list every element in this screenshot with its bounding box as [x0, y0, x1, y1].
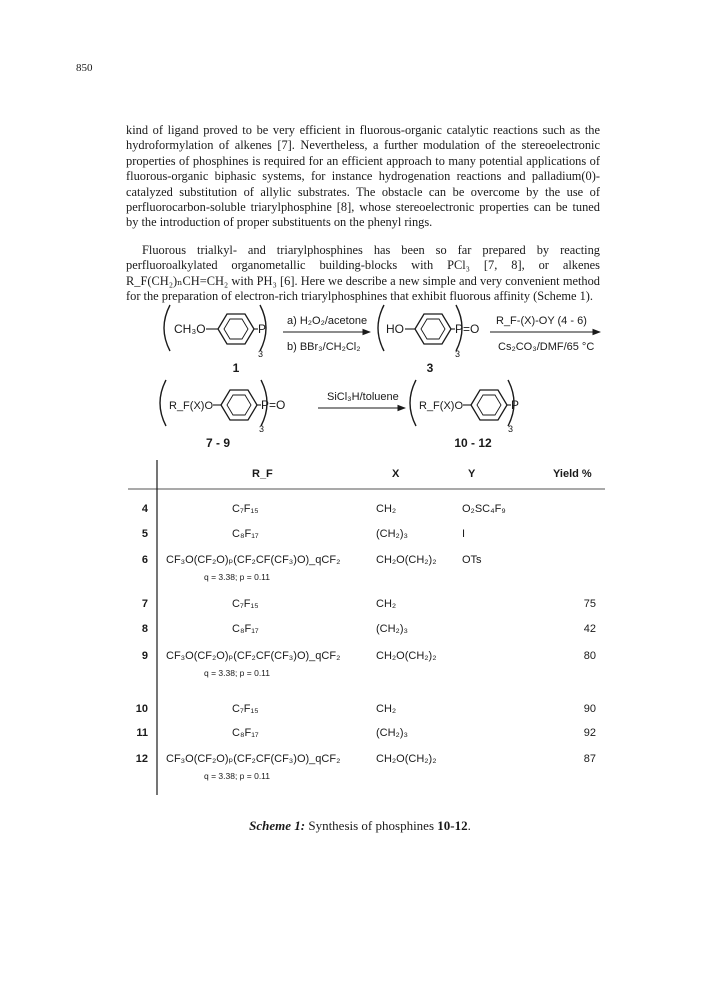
- atom-p: P: [511, 398, 520, 412]
- yield-cell: 90: [583, 703, 596, 715]
- yield-cell: 87: [583, 753, 596, 765]
- rf-cell: C₇F₁₅: [232, 703, 259, 715]
- rf-note: q = 3.38; p = 0.11: [204, 668, 271, 678]
- body-paragraph-1: kind of ligand proved to be very efficient in fluorous-organic catalytic reactions such as the hydroformylation of alkenes [7]. Nevertheless, a further modulation of the stereoelectronic properties of phosphines is required for an efficient approach to many potential applications of fluorous-organic biphasic systems, for instance hydrogenation reactions and palladium(0)-catalyzed substitution of allylic substrates. The obstacle can be overcome by the use of perfluorocarbon-soluble triarylphosphine [8], whose stereoelectronic properties can be tuned by the introduction of proper substituents on the phenyl rings.: [126, 123, 600, 230]
- atom-p-oxide: P=O: [455, 322, 480, 336]
- x-cell: CH₂O(CH₂)₂: [376, 650, 437, 662]
- arrow1-reagent-top: a) H₂O₂/acetone: [287, 315, 368, 327]
- caption-label: Scheme 1:: [249, 818, 306, 833]
- compound-label-1: 1: [232, 361, 240, 375]
- rf-cell: C₈F₁₇: [232, 727, 259, 739]
- arrow1-reagent-bottom: b) BBr₃/CH₂Cl₂: [287, 341, 361, 353]
- header-x: X: [392, 468, 400, 480]
- row-number: 5: [141, 528, 148, 540]
- compound-1: [164, 305, 266, 375]
- x-cell: CH₂: [376, 598, 397, 610]
- reaction-arrow-2: [490, 315, 600, 353]
- rf-note: q = 3.38; p = 0.11: [204, 771, 271, 781]
- subscript-3: 3: [258, 349, 264, 359]
- results-table: [128, 460, 605, 795]
- body-paragraph-2: Fluorous trialkyl- and triarylphosphines has been so far prepared by reacting perfluoroalkylated organometallic building-blocks with PCl₃ [7, 8], or alkenes R_F(CH₂)ₙCH=CH₂ with PH₃ [6]. Here we describe a new simple and very convenient method for the preparation of electron-rich triarylphosphines that exhibit fluorous affinity (Scheme 1).: [126, 243, 600, 304]
- atom-p: P: [258, 322, 267, 336]
- y-cell: I: [462, 528, 466, 540]
- compound-label-10-12: 10 - 12: [454, 436, 492, 450]
- subscript-3: 3: [259, 424, 265, 434]
- header-yield: Yield %: [553, 468, 592, 480]
- atom-p-oxide: P=O: [261, 398, 286, 412]
- compound-3-group: HO: [386, 322, 404, 336]
- row-number: 8: [141, 623, 148, 635]
- compound-3: [378, 305, 479, 375]
- x-cell: CH₂O(CH₂)₂: [376, 753, 437, 765]
- table-body: [136, 503, 596, 781]
- rf-cell: C₇F₁₅: [232, 598, 259, 610]
- y-cell: O₂SC₄F₉: [462, 503, 506, 515]
- caption-compounds: 10-12: [437, 818, 468, 833]
- arrow2-reagent-top: R_F-(X)-OY (4 - 6): [496, 315, 587, 327]
- rf-cell: CF₃O(CF₂O)ₚ(CF₂CF(CF₃)O)_qCF₂: [166, 753, 341, 765]
- x-cell: CH₂O(CH₂)₂: [376, 554, 437, 566]
- header-rf: R_F: [252, 468, 273, 480]
- yield-cell: 92: [583, 727, 596, 739]
- subscript-3: 3: [455, 349, 461, 359]
- rf-cell: CF₃O(CF₂O)ₚ(CF₂CF(CF₃)O)_qCF₂: [166, 554, 341, 566]
- rf-cell: C₈F₁₇: [232, 623, 259, 635]
- page-number: 850: [76, 62, 93, 74]
- scheme-caption: [0, 818, 720, 834]
- yield-cell: 42: [583, 623, 596, 635]
- compound-10-12: [410, 380, 519, 450]
- reaction-arrow-1: [283, 315, 370, 353]
- compound-10-12-group: R_F(X)O: [419, 400, 463, 412]
- caption-text: Synthesis of phosphines: [308, 818, 435, 833]
- x-cell: CH₂: [376, 703, 397, 715]
- x-cell: (CH₂)₃: [376, 528, 408, 540]
- x-cell: (CH₂)₃: [376, 727, 408, 739]
- row-number: 10: [135, 703, 148, 715]
- rf-note: q = 3.38; p = 0.11: [204, 572, 271, 582]
- x-cell: (CH₂)₃: [376, 623, 408, 635]
- x-cell: CH₂: [376, 503, 397, 515]
- rf-cell: C₈F₁₇: [232, 528, 259, 540]
- row-number: 11: [136, 727, 148, 739]
- row-number: 12: [135, 753, 148, 765]
- yield-cell: 75: [583, 598, 596, 610]
- yield-cell: 80: [583, 650, 596, 662]
- rf-cell: CF₃O(CF₂O)ₚ(CF₂CF(CF₃)O)_qCF₂: [166, 650, 341, 662]
- arrow3-reagent-top: SiCl₃H/toluene: [327, 391, 399, 403]
- y-cell: OTs: [462, 554, 482, 566]
- compound-1-group: CH₃O: [174, 322, 206, 336]
- compound-label-7-9: 7 - 9: [205, 436, 231, 450]
- arrow2-reagent-bottom: Cs₂CO₃/DMF/65 °C: [498, 341, 595, 353]
- compound-7-9-group: R_F(X)O: [169, 400, 213, 412]
- caption-end: .: [467, 818, 471, 833]
- row-number: 9: [141, 650, 148, 662]
- row-number: 4: [141, 503, 148, 515]
- row-number: 7: [141, 598, 148, 610]
- subscript-3: 3: [508, 424, 514, 434]
- header-y: Y: [468, 468, 476, 480]
- rf-cell: C₇F₁₅: [232, 503, 259, 515]
- reaction-arrow-3: [318, 391, 405, 408]
- row-number: 6: [141, 554, 148, 566]
- compound-7-9: [160, 380, 285, 450]
- compound-label-3: 3: [426, 361, 434, 375]
